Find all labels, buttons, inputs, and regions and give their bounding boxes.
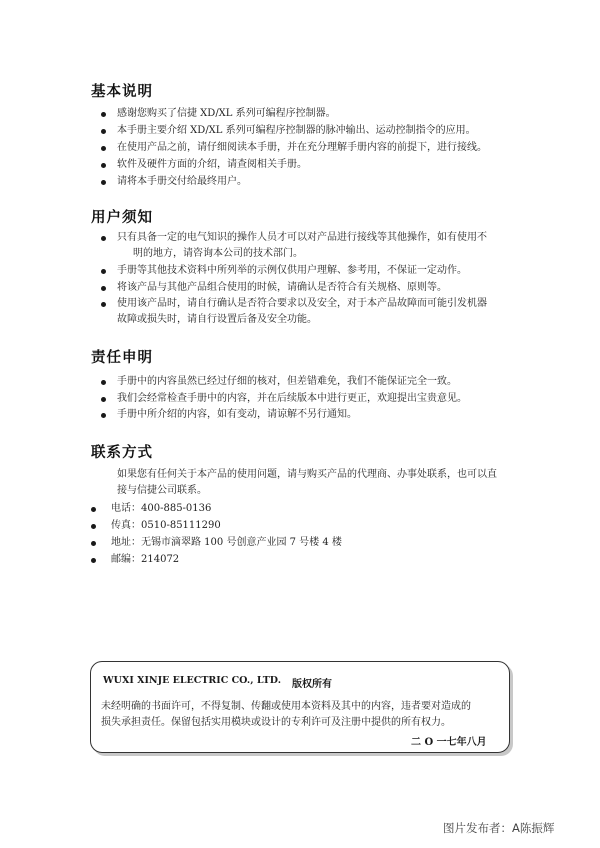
list-item: 使用该产品时，请自行确认是否符合要求以及安全，对于本产品故障而可能引发机器: [117, 298, 487, 309]
bullet-icon: [91, 524, 96, 529]
bullet-icon: [101, 163, 106, 168]
copyright-company: WUXI XINJE ELECTRIC CO., LTD.: [103, 675, 281, 686]
list-item: 本手册主要介绍 XD/XL 系列可编程序控制器的脉冲输出、运动控制指令的应用。: [117, 125, 476, 136]
list-item-continuation: 明的地方，请咨询本公司的技术部门。: [133, 248, 303, 259]
bullet-icon: [101, 286, 106, 291]
list-item: 只有具备一定的电气知识的操作人员才可以对产品进行接线等其他操作，如有使用不: [117, 232, 487, 243]
list-item: 手册中所介绍的内容，如有变动，请谅解不另行通知。: [117, 409, 357, 420]
bullet-icon: [101, 397, 106, 402]
section-heading-contact: 联系方式: [91, 445, 153, 461]
bullet-icon: [101, 380, 106, 385]
bullet-icon: [101, 180, 106, 185]
contact-intro: 接与信捷公司联系。: [117, 485, 207, 496]
section-heading-basic: 基本说明: [91, 84, 153, 100]
bullet-icon: [101, 146, 106, 151]
copyright-date: 二 O 一七年八月: [411, 737, 487, 748]
list-item: 软件及硬件方面的介绍，请查阅相关手册。: [117, 159, 307, 170]
copyright-rights: 版权所有: [292, 679, 332, 690]
contact-intro: 如果您有任何关于本产品的使用问题，请与购买产品的代理商、办事处联系，也可以直: [117, 469, 497, 480]
list-item: 感谢您购买了信捷 XD/XL 系列可编程序控制器。: [117, 108, 336, 119]
copyright-line: 未经明确的书面许可，不得复制、传翻或使用本资料及其中的内容，违者要对造成的: [101, 701, 471, 712]
bullet-icon: [91, 558, 96, 563]
list-item: 在使用产品之前，请仔细阅读本手册，并在充分理解手册内容的前提下，进行接线。: [117, 142, 487, 153]
section-heading-liability: 责任申明: [91, 350, 153, 366]
list-item-continuation: 故障或损失时，请自行设置后备及安全功能。: [117, 314, 317, 325]
bullet-icon: [101, 302, 106, 307]
copyright-line: 损失承担责任。保留包括实用模块或设计的专利许可及注册中提供的所有权力。: [101, 717, 451, 728]
list-item: 我们会经常检查手册中的内容，并在后续版本中进行更正，欢迎提出宝贵意见。: [117, 393, 467, 404]
bullet-icon: [91, 507, 96, 512]
contact-postcode: 邮编：214072: [111, 554, 180, 565]
list-item: 请将本手册交付给最终用户。: [117, 176, 247, 187]
bullet-icon: [91, 541, 96, 546]
list-item: 将该产品与其他产品组合使用的时候，请确认是否符合有关规格、原则等。: [117, 282, 447, 293]
list-item: 手册中的内容虽然已经过仔细的核对，但差错难免，我们不能保证完全一致。: [117, 376, 457, 387]
bullet-icon: [101, 129, 106, 134]
list-item: 手册等其他技术资料中所列举的示例仅供用户理解、参考用，不保证一定动作。: [117, 265, 467, 276]
section-heading-user: 用户须知: [91, 210, 153, 226]
contact-phone: 电话：400-885-0136: [111, 503, 212, 514]
contact-fax: 传真：0510-85111290: [111, 520, 221, 531]
bullet-icon: [101, 236, 106, 241]
contact-address: 地址：无锡市滴翠路 100 号创意产业园 7 号楼 4 楼: [111, 537, 342, 548]
bullet-icon: [101, 269, 106, 274]
bullet-icon: [101, 112, 106, 117]
bullet-icon: [101, 413, 106, 418]
publisher-credit: 图片发布者：A陈振辉: [443, 821, 555, 835]
